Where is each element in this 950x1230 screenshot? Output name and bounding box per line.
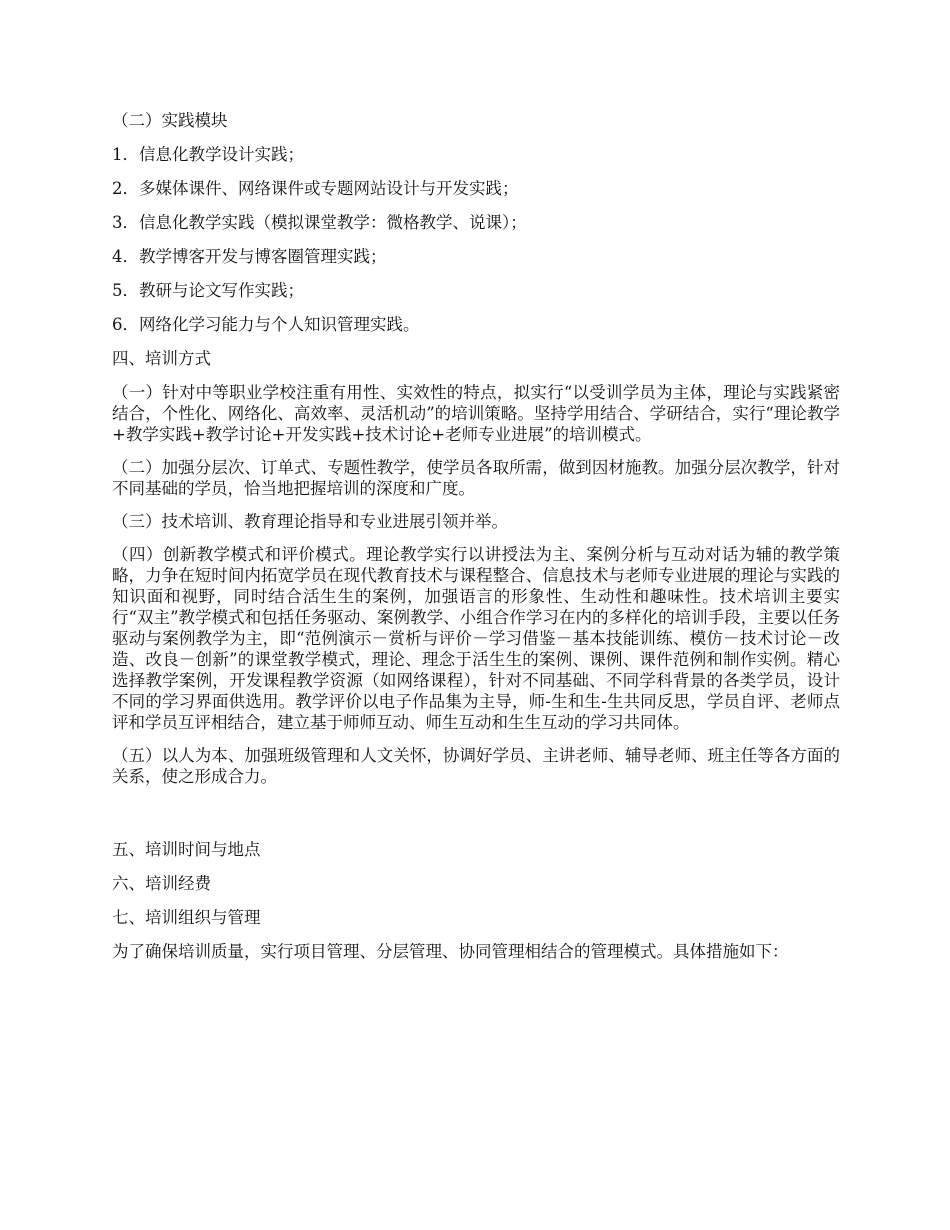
practice-item: 3．信息化教学实践（模拟课堂教学：微格教学、说课）； (112, 213, 527, 232)
organization-intro-paragraph: 为了确保培训质量，实行项目管理、分层管理、协同管理相结合的管理模式。具体措施如下： (112, 942, 789, 961)
section-heading-time-place: 五、培训时间与地点 (112, 840, 261, 859)
training-method-paragraph: （五）以人为本、加强班级管理和人文关怀，协调好学员、主讲老师、辅导老师、班主任等各方面的关系，使之形成合力。 (112, 746, 840, 786)
section-heading-training-method: 四、培训方式 (112, 349, 211, 368)
training-method-paragraph: （二）加强分层次、订单式、专题性教学，使学员各取所需，做到因材施教。加强分层次教学，针对不同基础的学员，恰当地把握培训的深度和广度。 (112, 458, 840, 498)
practice-item: 4．教学博客开发与博客圈管理实践； (112, 247, 387, 266)
module-heading: （二）实践模块 (112, 111, 228, 130)
section-heading-funding: 六、培训经费 (112, 874, 211, 893)
document-page (112, 110, 840, 974)
section-heading-organization: 七、培训组织与管理 (112, 908, 261, 927)
practice-item: 2．多媒体课件、网络课件或专题网站设计与开发实践； (112, 179, 519, 198)
spacer (112, 799, 840, 839)
practice-item: 6．网络化学习能力与个人知识管理实践。 (112, 315, 420, 334)
training-method-paragraph: （四）创新教学模式和评价模式。理论教学实行以讲授法为主、案例分析与互动对话为辅的教学策略，力争在短时间内拓宽学员在现代教育技术与课程整合、信息技术与老师专业进展的理论与实践的知识面和视野，同时结合活生生的案例，加强语言的形象性、生动性和趣味性。技术培训主要实行“双主”教学模式和包括任务驱动、案例教学、小组合作学习在内的多样化的培训手段，主要以任务驱动与案例教学为主，即“范例演示－赏析与评价－学习借鉴－基本技能训练、模仿－技术讨论－改造、改良－创新”的课堂教学模式，理论、理念于活生生的案例、课例、课件范例和制作实例。精心选择教学案例，开发课程教学资源（如网络课程），针对不同基础、不同学科背景的各类学员，设计不同的学习界面供选用。教学评价以电子作品集为主导，师-生和生-生共同反思，学员自评、老师点评和学员互评相结合，建立基于师师互动、师生互动和生生互动的学习共同体。 (112, 545, 840, 732)
practice-item: 5．教研与论文写作实践； (112, 281, 304, 300)
training-method-paragraph: （三）技术培训、教育理论指导和专业进展引领并举。 (112, 512, 508, 531)
training-method-paragraph: （一）针对中等职业学校注重有用性、实效性的特点，拟实行“以受训学员为主体，理论与实践紧密结合，个性化、网络化、高效率、灵活机动”的培训策略。坚持学用结合、学研结合，实行“理论教学+教学实践+教学讨论+开发实践+技术讨论+老师专业进展”的培训模式。 (112, 383, 840, 444)
practice-item: 1．信息化教学设计实践； (112, 145, 304, 164)
